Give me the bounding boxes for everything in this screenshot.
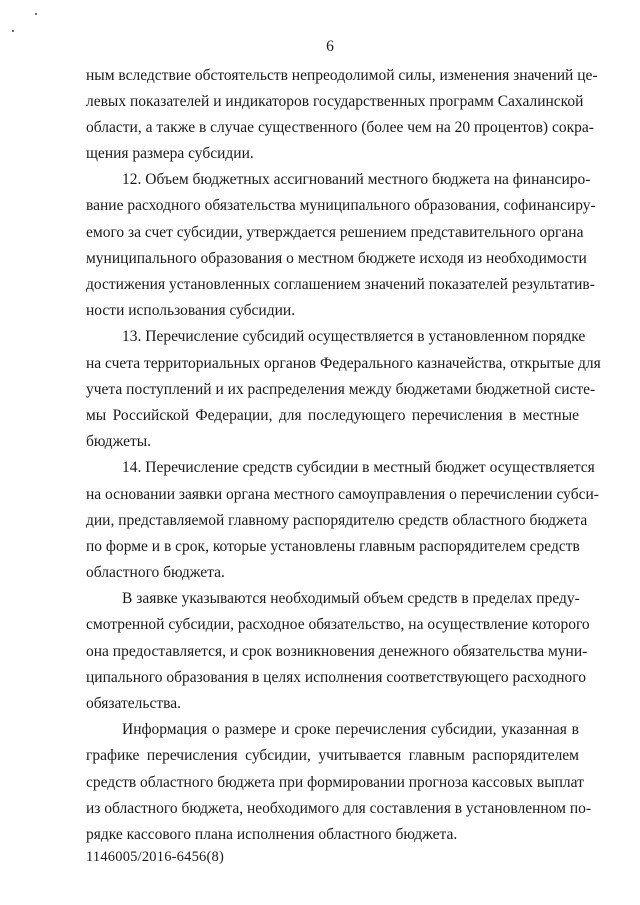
- text-line: вание расходного обязательства муниципального образования, софинансиру-: [86, 197, 596, 215]
- text-line: графике перечисления субсидии, учитывается главным распорядителем: [86, 747, 579, 765]
- text-line: левых показателей и индикаторов государственных программ Сахалинской: [86, 93, 584, 111]
- text-line: муниципального образования о местном бюджете исходя из необходимости: [86, 249, 587, 267]
- text-line: дии, представляемой главному распорядителю средств областного бюджета: [86, 511, 588, 529]
- text-line: средств областного бюджета при формировании прогноза кассовых выплат: [86, 773, 584, 791]
- text-line: области, а также в случае существенного (более чем на 20 процентов) сокра-: [86, 119, 594, 137]
- text-line: по форме и в срок, которые установлены главным распорядителем средств: [86, 537, 580, 555]
- text-line: 12. Объем бюджетных ассигнований местного бюджета на финансиро-: [122, 171, 591, 189]
- text-line: на счета территориальных органов Федерального казначейства, открытые для: [86, 354, 601, 372]
- paragraph-13: [86, 324, 601, 454]
- text-line: мы Российской Федерации, для последующего перечисления в местные: [86, 406, 579, 424]
- paragraph-info: [86, 717, 592, 847]
- paragraph-zayavka: [86, 586, 590, 716]
- text-line: Информация о размере и сроке перечисления субсидии, указанная в: [122, 721, 579, 739]
- document-registration-code: 1146005/2016-6456(8): [86, 849, 224, 865]
- text-line: бюджеты.: [86, 432, 152, 450]
- text-line: ности использования субсидии.: [86, 301, 296, 319]
- text-line: смотренной субсидии, расходное обязательство, на осуществление которого: [86, 616, 590, 634]
- text-line: из областного бюджета, необходимого для составления в установленном по-: [86, 799, 592, 817]
- text-line: она предоставляется, и срок возникновения денежного обязательства муни-: [86, 642, 588, 660]
- text-line: областного бюджета.: [86, 563, 225, 581]
- text-line: емого за счет субсидии, утверждается решением представительного органа: [86, 223, 584, 241]
- text-line: В заявке указываются необходимый объем средств в пределах преду-: [122, 590, 580, 608]
- text-line: ным вследствие обстоятельств непреодолимой силы, изменения значений це-: [86, 67, 598, 84]
- text-line: щения размера субсидии.: [86, 145, 254, 163]
- page-number: 6: [326, 38, 334, 55]
- paragraph-14: [86, 455, 599, 585]
- text-line: 14. Перечисление средств субсидии в местный бюджет осуществляется: [122, 459, 595, 477]
- text-line: обязательства.: [86, 694, 181, 712]
- text-line: учета поступлений и их распределения между бюджетами бюджетной систе-: [86, 380, 596, 398]
- text-line: 13. Перечисление субсидий осуществляется в установленном порядке: [122, 328, 586, 346]
- scan-speck: [12, 30, 14, 32]
- text-line: достижения установленных соглашением значений показателей результатив-: [86, 275, 595, 293]
- paragraph-12: [86, 167, 596, 324]
- paragraph-continuation: [86, 63, 598, 167]
- scan-speck: [35, 13, 37, 15]
- text-line: ципального образования в целях исполнения соответствующего расходного: [86, 668, 586, 686]
- text-line: рядке кассового плана исполнения областного бюджета.: [86, 825, 458, 843]
- text-line: на основании заявки органа местного самоуправления о перечислении субси-: [86, 485, 599, 503]
- document-body: [86, 63, 601, 848]
